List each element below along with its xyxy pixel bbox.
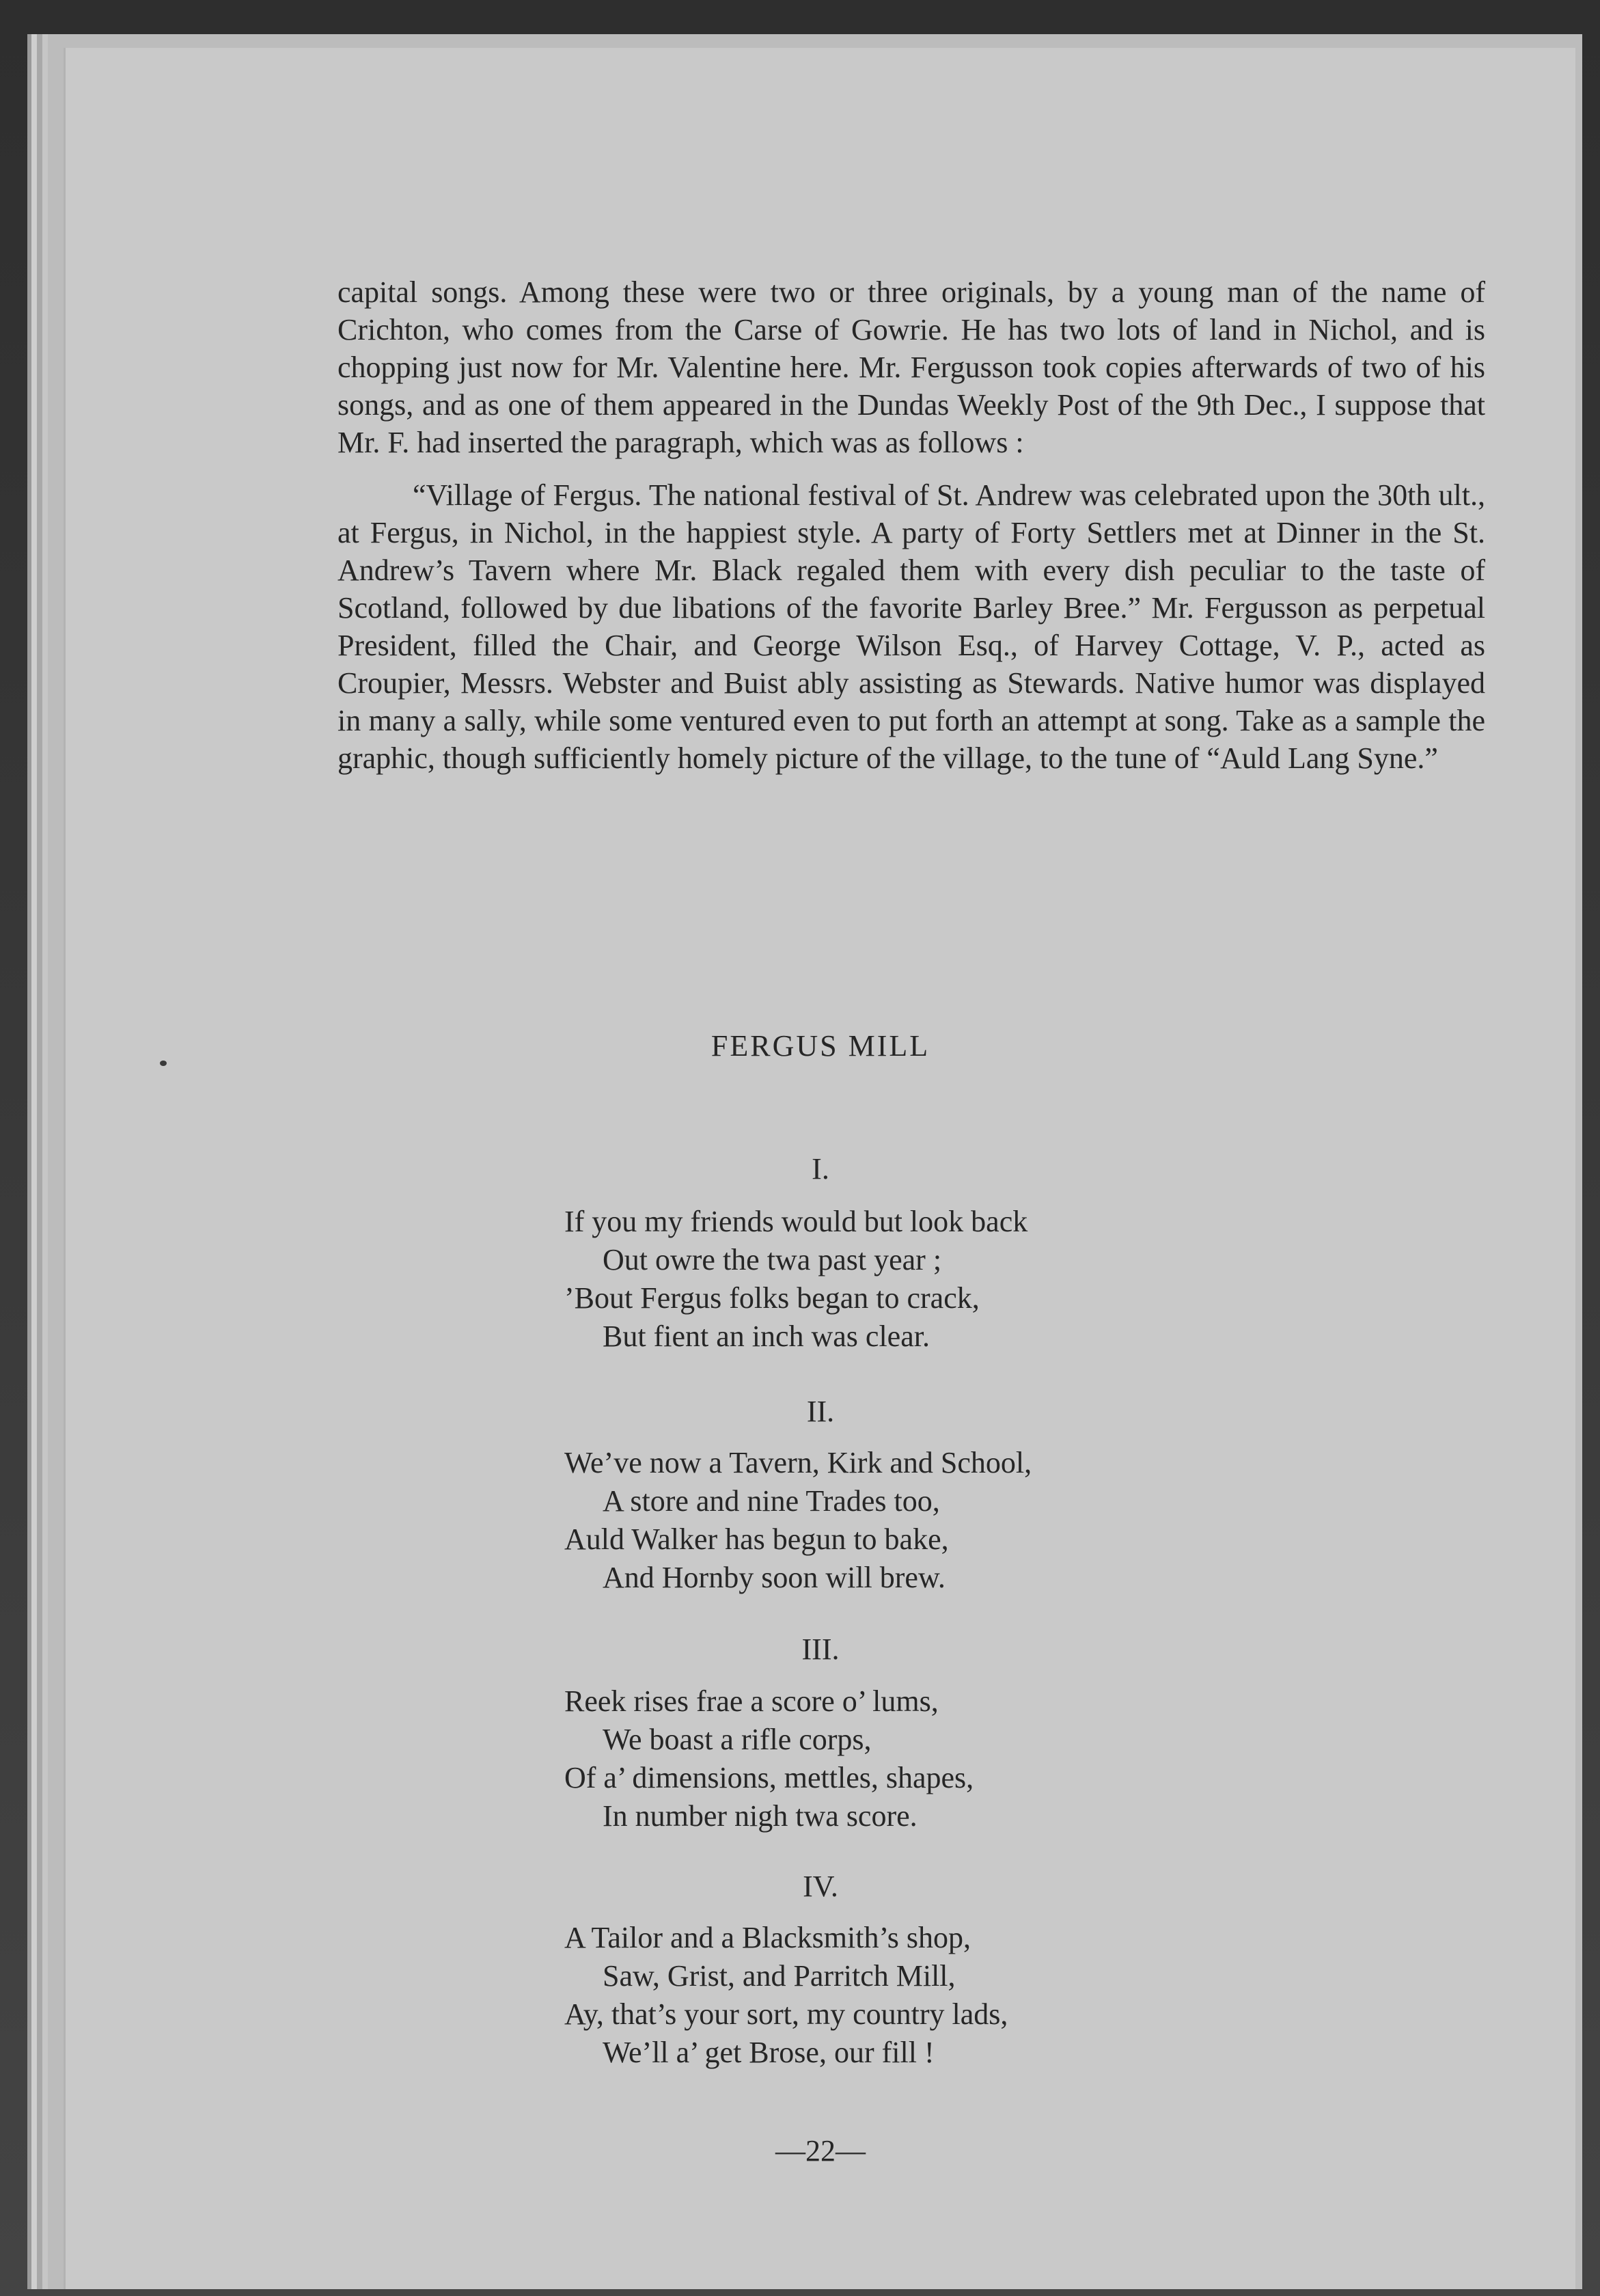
verse-line: If you my friends would but look back: [564, 1205, 1028, 1238]
stanza-number: I.: [812, 1152, 829, 1186]
verse-line: Reek rises frae a score o’ lums,: [564, 1684, 939, 1718]
verse-line: And Hornby soon will brew.: [603, 1561, 946, 1594]
stanza: [564, 1919, 1247, 2072]
verse-line: Of a’ dimensions, mettles, shapes,: [564, 1761, 974, 1794]
poem-title: FERGUS MILL: [711, 1029, 930, 1063]
verse-line: A store and nine Trades too,: [603, 1484, 940, 1518]
page-number: —22—: [775, 2134, 866, 2168]
verse-line: Saw, Grist, and Parritch Mill,: [603, 1959, 956, 1993]
stanza: [564, 1682, 1247, 1835]
verse-line: Out owre the twa past year ;: [603, 1243, 942, 1276]
book-page: [66, 48, 1575, 2289]
verse-line: Auld Walker has begun to bake,: [564, 1522, 949, 1556]
verse-line: In number nigh twa score.: [603, 1799, 918, 1833]
verse-line: Ay, that’s your sort, my country lads,: [564, 1997, 1008, 2031]
quoted-paragraph: “Village of Fergus. The national festival of St. Andrew was celebrated upon the 30th ult., at Fergus, in Nichol, in the happiest style. A party of Forty Settlers met at Dinner in the St. Andrew’s Tavern where Mr. Black regaled them with every dish peculiar to the taste of Scotland, followed by due libations of the favorite Barley Bree.” Mr. Fergusson as perpetual President, filled the Chair, and George Wilson Esq., of Harvey Cottage, V. P., acted as Croupier, Messrs. Webster and Buist ably assisting as Stewards. Native humor was displayed in many a sally, while some ventured even to put forth an attempt at song. Take as a sample the graphic, though sufficiently homely picture of the village, to the tune of “Auld Lang Syne.”: [337, 478, 1485, 775]
verse-line: A Tailor and a Blacksmith’s shop,: [564, 1921, 971, 1954]
stanza-number: II.: [806, 1395, 835, 1428]
stanza-number: IV.: [803, 1870, 838, 1903]
verse-line: ’Bout Fergus folks began to crack,: [564, 1281, 980, 1315]
verse-line: But fient an inch was clear.: [603, 1320, 930, 1353]
stanza-number: III.: [801, 1632, 840, 1666]
stanza: [564, 1203, 1247, 1356]
verse-line: We’ll a’ get Brose, our fill !: [603, 2036, 935, 2069]
body-text: [337, 273, 1485, 777]
verse-line: We boast a rifle corps,: [603, 1723, 872, 1756]
stanza: [564, 1444, 1247, 1597]
paragraph: capital songs. Among these were two or three originals, by a young man of the name of Crichton, who comes from the Carse of Gowrie. He has two lots of land in Nichol, and is chopping just now for Mr. Valentine here. Mr. Fergusson took copies afterwards of two of his songs, and as one of them appeared in the Dundas Weekly Post of the 9th Dec., I suppose that Mr. F. had inserted the paragraph, which was as follows :: [337, 275, 1485, 459]
verse-line: We’ve now a Tavern, Kirk and School,: [564, 1446, 1032, 1479]
